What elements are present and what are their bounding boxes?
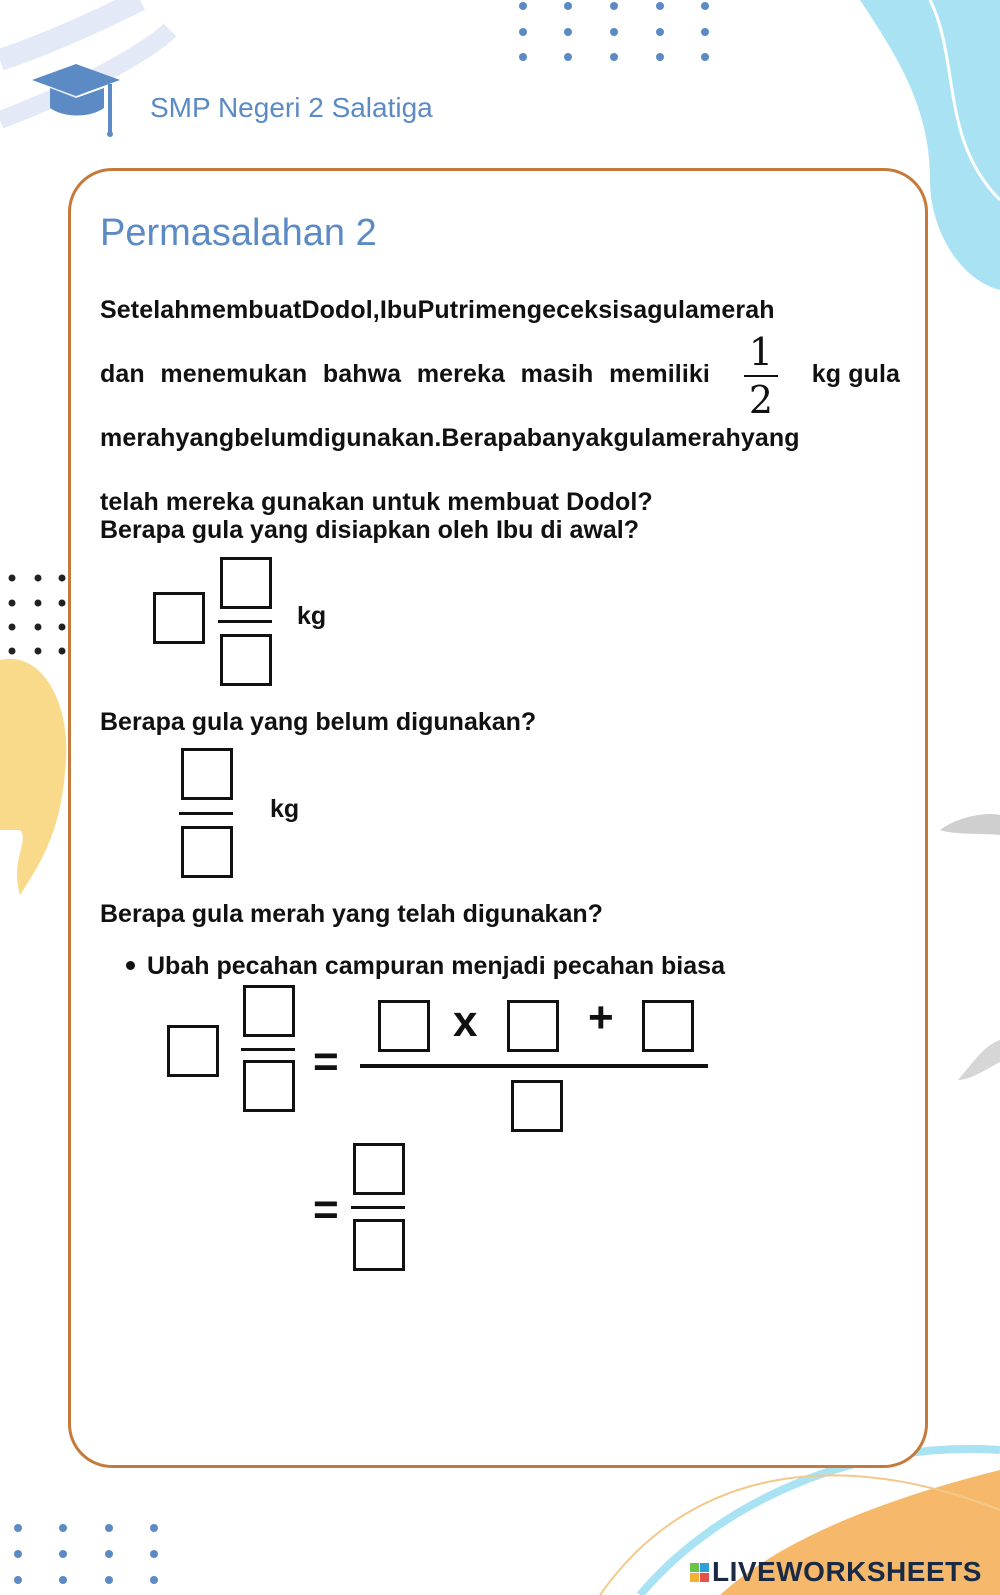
problem-line-4: telah mereka gunakan untuk membuat Dodol? bbox=[100, 488, 653, 516]
equals-sign-1: = bbox=[313, 1037, 339, 1086]
question-3: Berapa gula merah yang telah digunakan? bbox=[100, 900, 603, 928]
q3-factor-2-input[interactable] bbox=[507, 1000, 559, 1052]
q1-unit: kg bbox=[297, 602, 327, 630]
fraction-one-half: $\frac{1}{2}$ bbox=[744, 332, 778, 420]
problem-title: Permasalahan 2 bbox=[100, 212, 377, 254]
q1-whole-input[interactable] bbox=[153, 592, 205, 644]
question-1: Berapa gula yang disiapkan oleh Ibu di awal? bbox=[100, 516, 640, 544]
question-2: Berapa gula yang belum digunakan? bbox=[100, 708, 537, 736]
q3-numerator-input[interactable] bbox=[243, 985, 295, 1037]
q3-factor-1-input[interactable] bbox=[378, 1000, 430, 1052]
equals-sign-2: = bbox=[313, 1185, 339, 1234]
q3-denominator-input[interactable] bbox=[243, 1060, 295, 1112]
q2-fraction-bar bbox=[179, 812, 233, 815]
liveworksheets-logo: LIVEWORKSHEETS bbox=[690, 1556, 982, 1588]
graduation-cap-icon bbox=[28, 62, 128, 142]
problem-line-3: merahyangbelumdigunakan.Berapabanyakgulamerahyang bbox=[100, 424, 800, 452]
q2-unit: kg bbox=[270, 795, 300, 823]
q3-result-numerator-input[interactable] bbox=[353, 1143, 405, 1195]
plus-sign: + bbox=[588, 993, 614, 1042]
times-sign: x bbox=[453, 997, 478, 1046]
problem-text bbox=[100, 278, 900, 534]
q2-numerator-input[interactable] bbox=[181, 748, 233, 800]
q3-whole-input[interactable] bbox=[167, 1025, 219, 1077]
q3-long-denominator-input[interactable] bbox=[511, 1080, 563, 1132]
liveworksheets-icon bbox=[690, 1563, 709, 1582]
q3-result-fraction-bar bbox=[351, 1206, 405, 1209]
q3-fraction-bar bbox=[241, 1048, 295, 1051]
q1-denominator-input[interactable] bbox=[220, 634, 272, 686]
q3-addend-input[interactable] bbox=[642, 1000, 694, 1052]
q2-denominator-input[interactable] bbox=[181, 826, 233, 878]
q3-result-denominator-input[interactable] bbox=[353, 1219, 405, 1271]
q3-bullet: Ubah pecahan campuran menjadi pecahan biasa bbox=[126, 952, 725, 981]
q3-long-fraction-bar bbox=[360, 1064, 708, 1068]
problem-line-1: SetelahmembuatDodol,IbuPutrimengeceksisagulamerah bbox=[100, 296, 775, 324]
problem-line-2: dan menemukan bahwa mereka masih memiliki $\frac{1}{2}$ kg gula bbox=[100, 330, 900, 422]
q1-fraction-bar bbox=[218, 620, 272, 623]
school-name: SMP Negeri 2 Salatiga bbox=[150, 92, 433, 123]
q1-numerator-input[interactable] bbox=[220, 557, 272, 609]
